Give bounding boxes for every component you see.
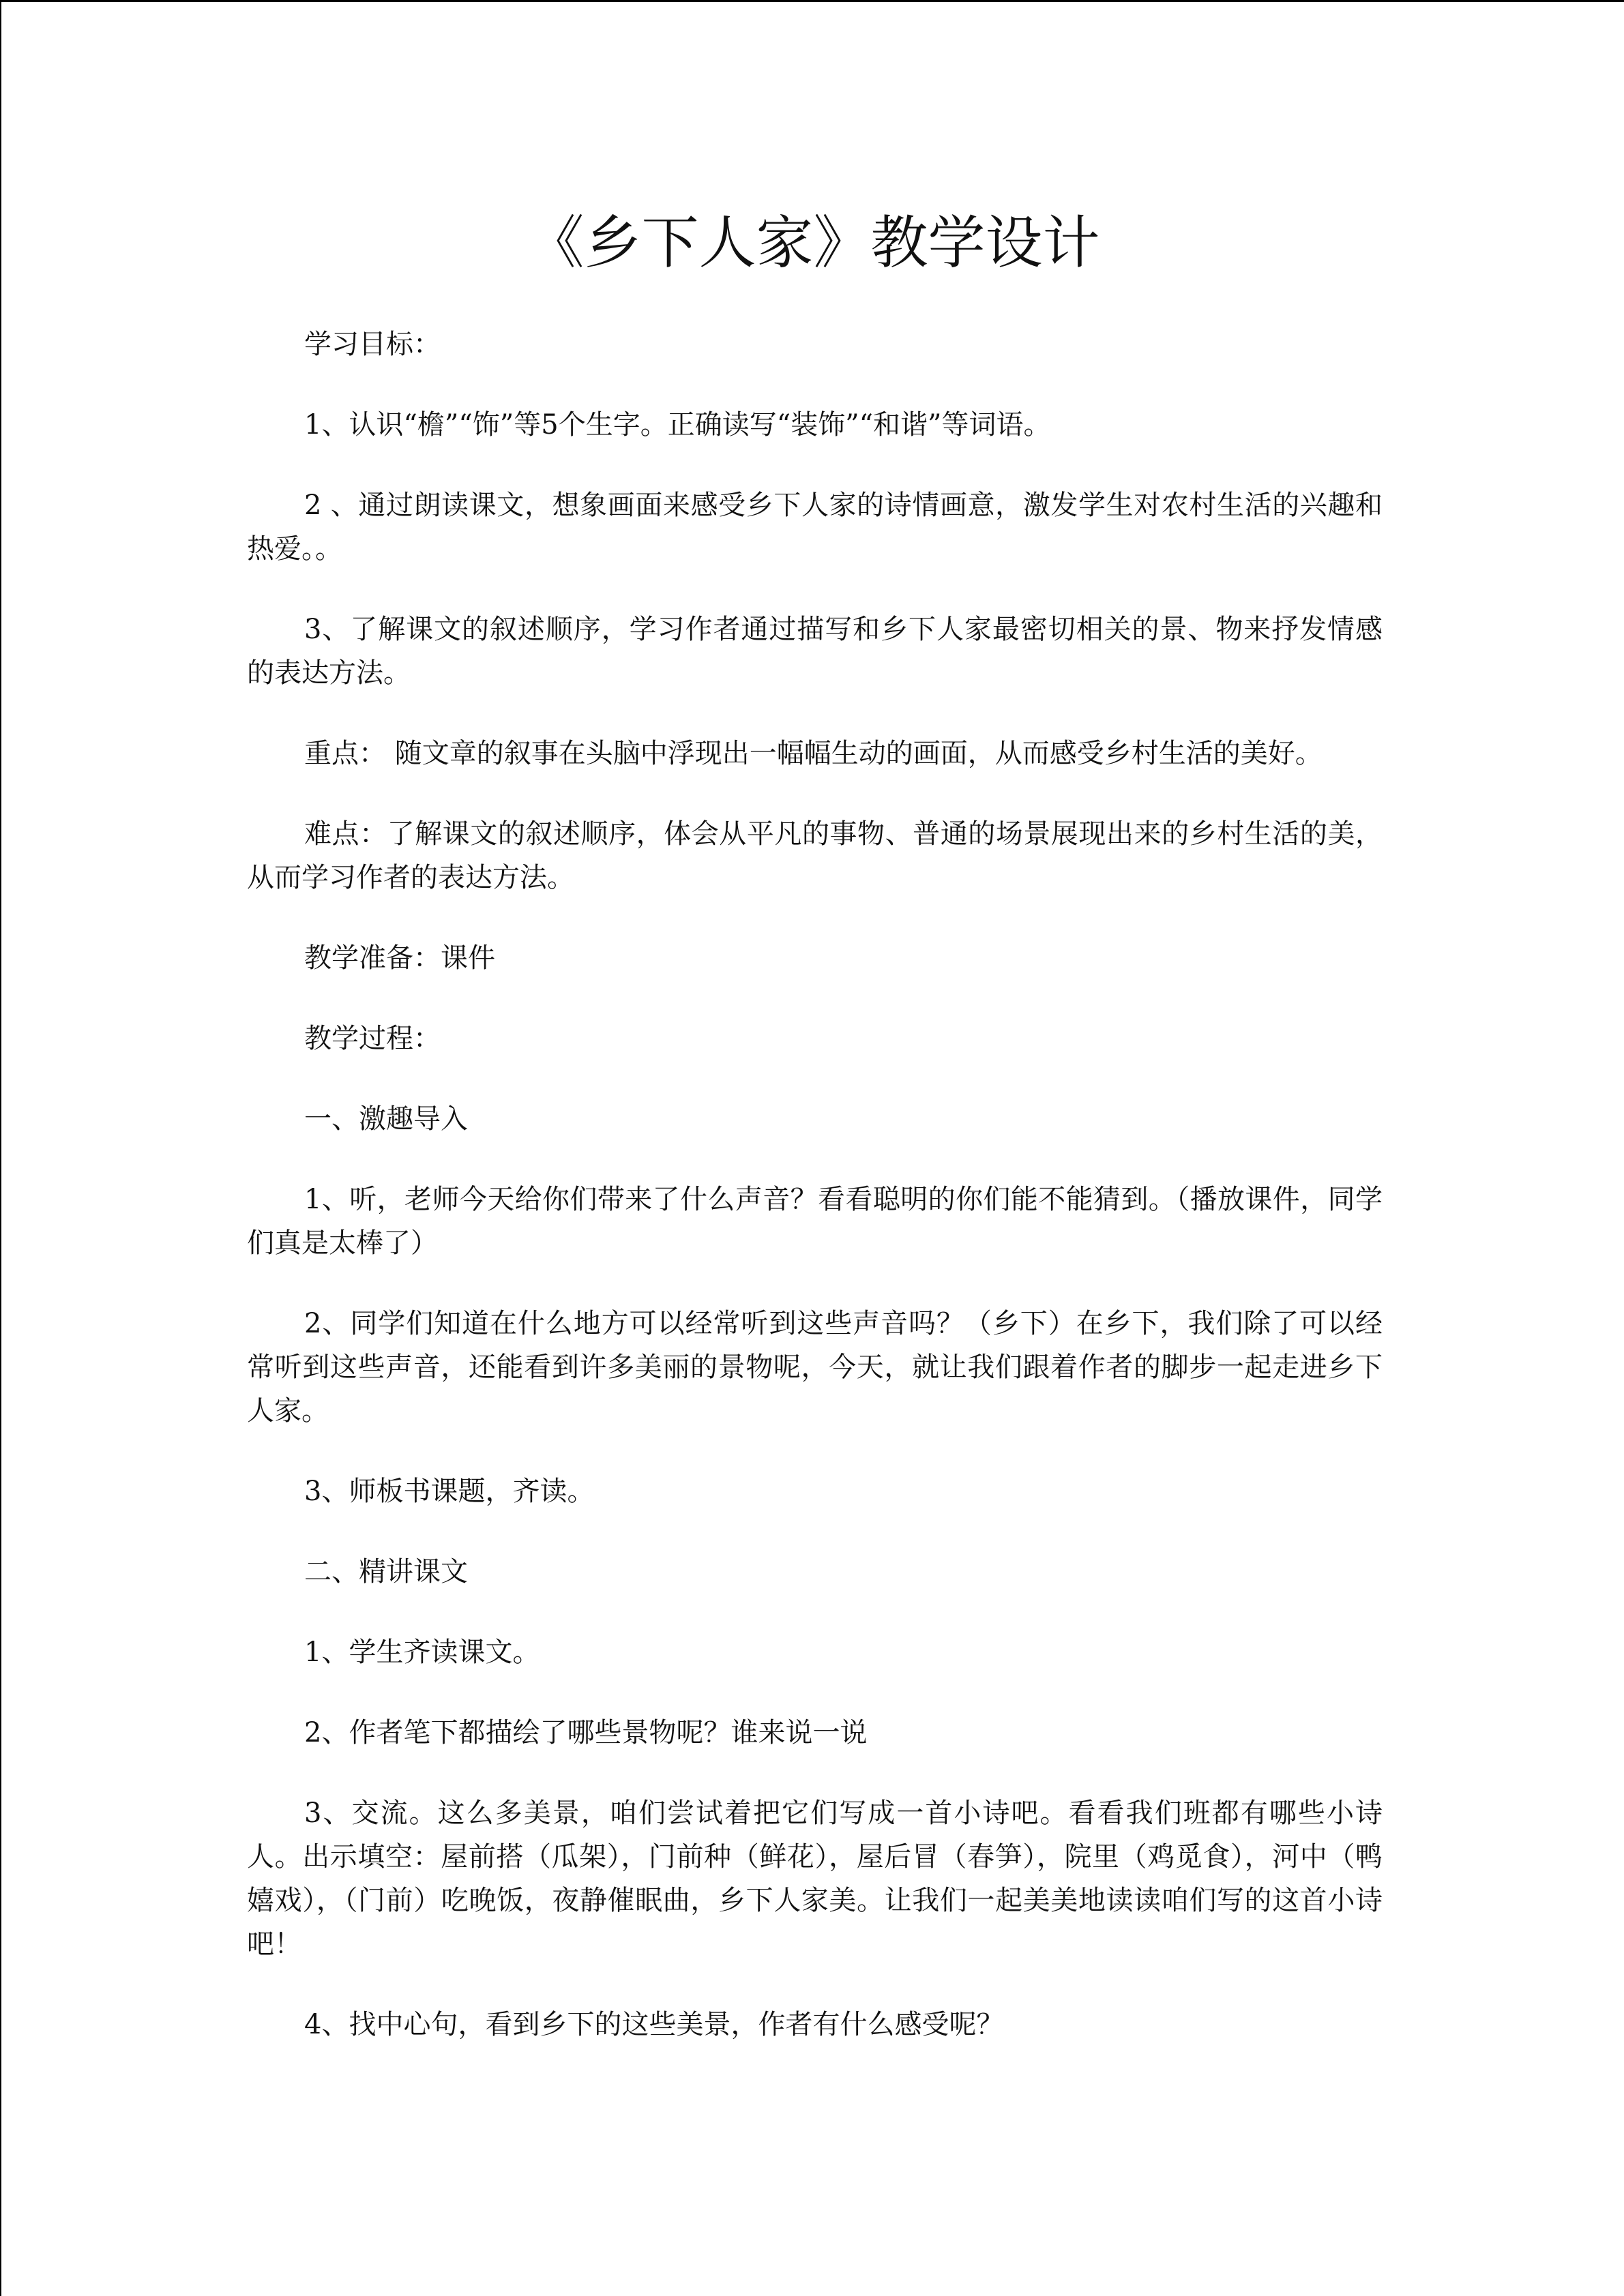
paragraph-intro-2: 2、同学们知道在什么地方可以经常听到这些声音吗？（乡下）在乡下，我们除了可以经常听到这些声音，还能看到许多美丽的景物呢，今天，就让我们跟着作者的脚步一起走进乡下人家。	[247, 1308, 1383, 1427]
section-heading-lecture: 二、精讲课文	[304, 1556, 468, 1587]
paragraph-process-heading: 教学过程：	[304, 1023, 441, 1054]
paragraph-lecture-4: 4、找中心句，看到乡下的这些美景，作者有什么感受呢？	[304, 2009, 1004, 2040]
paragraph-preparation: 教学准备：课件	[304, 942, 495, 974]
paragraph-intro-3: 3、师板书课题，齐读。	[304, 1476, 595, 1507]
paragraph-lecture-1: 1、学生齐读课文。	[304, 1637, 540, 1668]
document-title: 《乡下人家》教学设计	[527, 209, 1100, 276]
paragraph-lecture-2: 2、作者笔下都描绘了哪些景物呢？谁来说一说	[304, 1717, 868, 1748]
paragraph-difficulty: 难点：了解课文的叙述顺序，体会从平凡的事物、普通的场景展现出来的乡村生活的美，从而学习作者的表达方法。	[247, 818, 1383, 893]
paragraph-goal-3: 3、了解课文的叙述顺序，学习作者通过描写和乡下人家最密切相关的景、物来抒发情感的表达方法。	[247, 614, 1383, 689]
paragraph-lecture-3: 3、交流。这么多美景，咱们尝试着把它们写成一首小诗吧。看看我们班都有哪些小诗人。出示填空：屋前搭（瓜架），门前种（鲜花），屋后冒（春笋），院里（鸡觅食），河中（鸭嬉戏），（门前）吃晚饭，夜静催眠曲，乡下人家美。让我们一起美美地读读咱们写的这首小诗吧！	[247, 1798, 1383, 1960]
paragraph-goal-2: 2 、通过朗读课文，想象画面来感受乡下人家的诗情画意，激发学生对农村生活的兴趣和热爱。。	[247, 490, 1383, 565]
document-body	[247, 323, 1383, 2083]
paragraph-goal-1: 1、认识“檐”“饰”等5个生字。正确读写“装饰”“和谐”等词语。	[304, 409, 1051, 441]
paragraph-key-point: 重点： 随文章的叙事在头脑中浮现出一幅幅生动的画面，从而感受乡村生活的美好。	[304, 738, 1323, 769]
paragraph-intro-1: 1、听，老师今天给你们带来了什么声音？看看聪明的你们能不能猜到。（播放课件，同学们真是太棒了）	[247, 1184, 1383, 1259]
paragraph-learning-goals: 学习目标：	[304, 329, 441, 360]
section-heading-intro: 一、激趣导入	[304, 1103, 468, 1135]
